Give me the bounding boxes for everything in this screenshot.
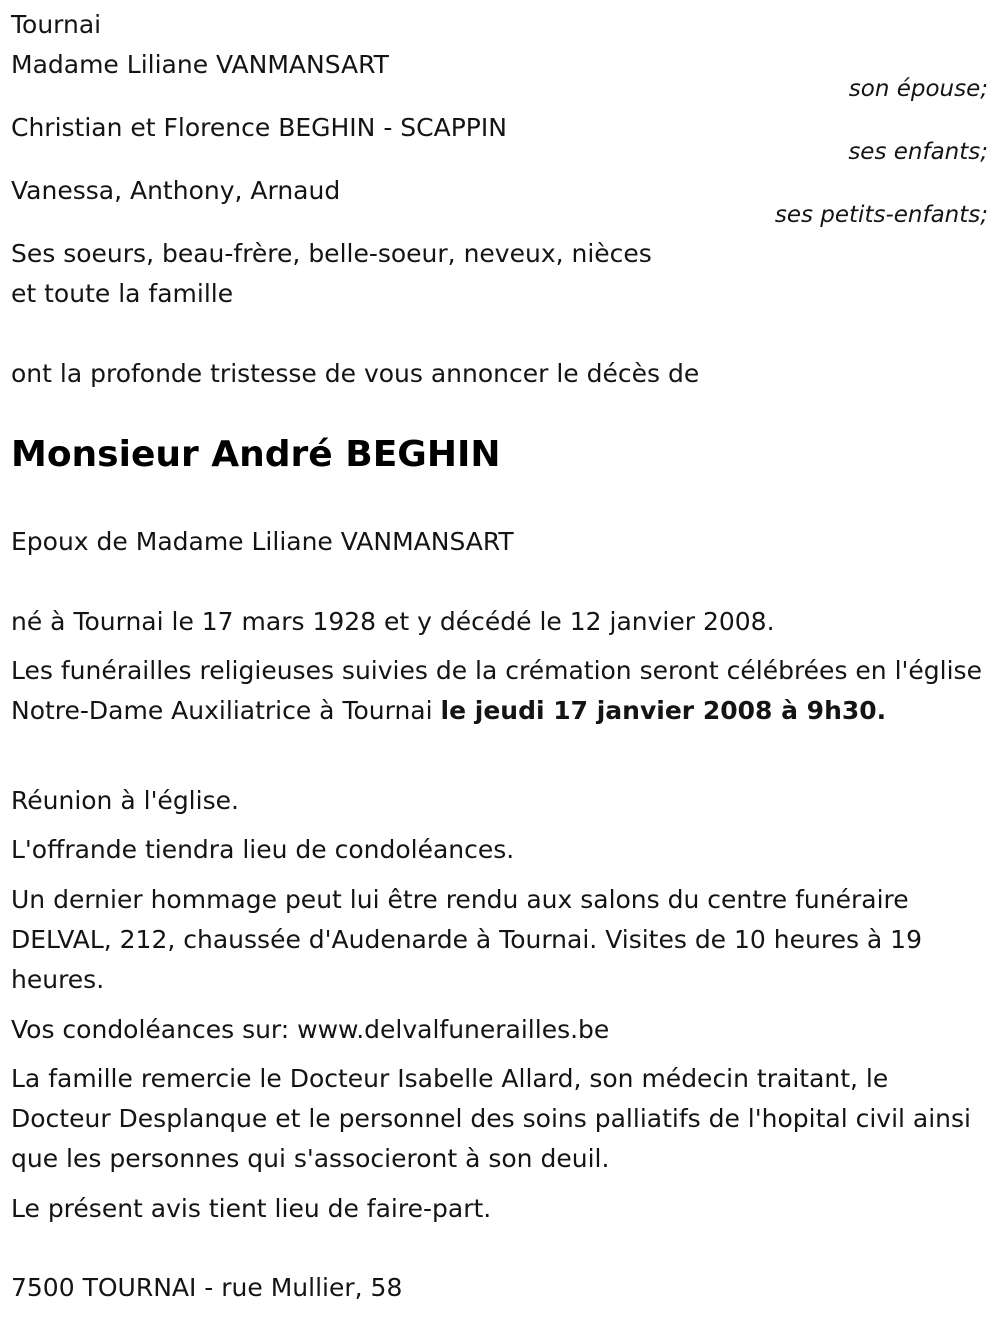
funeral-details [11, 651, 986, 731]
grandchildren-relation: ses petits-enfants; [774, 202, 988, 228]
family-line-1: Ses soeurs, beau-frère, belle-soeur, neveux, nièces [11, 239, 652, 268]
funeral-text: Les funérailles religieuses suivies de la crémation seront célébrées en l'église Notre-Dame Auxiliatrice à Tournai [11, 656, 982, 725]
notice: Le présent avis tient lieu de faire-part. [11, 1194, 492, 1223]
spouse-line: Epoux de Madame Liliane VANMANSART [11, 527, 514, 556]
funeral-date: le jeudi 17 janvier 2008 à 9h30. [440, 696, 887, 725]
grandchildren-names: Vanessa, Anthony, Arnaud [11, 176, 341, 205]
offering: L'offrande tiendra lieu de condoléances. [11, 835, 515, 864]
meeting: Réunion à l'église. [11, 786, 239, 815]
address: 7500 TOURNAI - rue Mullier, 58 [11, 1273, 403, 1302]
children-names: Christian et Florence BEGHIN - SCAPPIN [11, 113, 507, 142]
visits: Un dernier hommage peut lui être rendu aux salons du centre funéraire DELVAL, 212, chaussée d'Audenarde à Tournai. Visites de 10 heures à 19 heures. [11, 885, 922, 994]
deceased-name: Monsieur André BEGHIN [11, 434, 501, 475]
thanks: La famille remercie le Docteur Isabelle Allard, son médecin traitant, le Docteur Desplanque et le personnel des soins palliatifs de l'hopital civil ainsi que les personnes qui s'associeront à son deuil. [11, 1064, 971, 1173]
wife-name: Madame Liliane VANMANSART [11, 50, 389, 79]
city: Tournai [11, 10, 102, 39]
family-line-2: et toute la famille [11, 279, 234, 308]
wife-relation: son épouse; [848, 76, 988, 102]
announcement: ont la profonde tristesse de vous annoncer le décès de [11, 359, 700, 388]
condolences: Vos condoléances sur: www.delvalfunerailles.be [11, 1015, 610, 1044]
children-relation: ses enfants; [848, 139, 988, 165]
birth-death: né à Tournai le 17 mars 1928 et y décédé le 12 janvier 2008. [11, 607, 775, 636]
